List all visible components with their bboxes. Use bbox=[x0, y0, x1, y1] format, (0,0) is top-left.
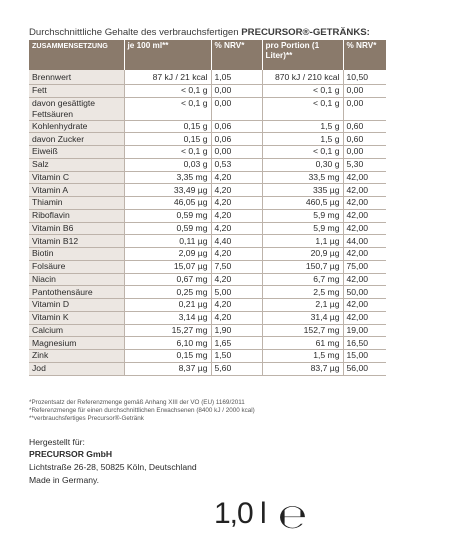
nutrient-name: Niacin bbox=[29, 273, 124, 286]
value-per-100ml: 3,14 µg bbox=[124, 311, 211, 324]
nrv-per-portion: 42,00 bbox=[343, 197, 386, 210]
value-per-portion: 1,5 mg bbox=[262, 350, 343, 363]
header-nrv-100ml: % NRV* bbox=[211, 40, 262, 70]
nutrient-name: Vitamin K bbox=[29, 311, 124, 324]
nutrient-name: Vitamin D bbox=[29, 299, 124, 312]
nrv-per-portion: 42,00 bbox=[343, 209, 386, 222]
nrv-per-portion: 44,00 bbox=[343, 235, 386, 248]
value-per-portion: 83,7 µg bbox=[262, 362, 343, 375]
value-per-portion: 335 µg bbox=[262, 184, 343, 197]
table-row bbox=[29, 260, 386, 273]
manufacturer-company: PRECURSOR GmbH bbox=[29, 449, 113, 459]
value-per-100ml: 6,10 mg bbox=[124, 337, 211, 350]
nrv-per-100ml: 0,00 bbox=[211, 97, 262, 120]
header-per-portion: pro Portion (1 Liter)** bbox=[262, 40, 343, 70]
header-nrv-portion: % NRV* bbox=[343, 40, 386, 70]
value-per-100ml: 0,59 mg bbox=[124, 222, 211, 235]
table-row bbox=[29, 286, 386, 299]
nrv-per-100ml: 4,20 bbox=[211, 311, 262, 324]
nrv-per-portion: 19,00 bbox=[343, 324, 386, 337]
nutrient-name: Brennwert bbox=[29, 70, 124, 84]
nrv-per-portion: 42,00 bbox=[343, 311, 386, 324]
nrv-per-portion: 0,00 bbox=[343, 146, 386, 159]
nrv-per-portion: 0,00 bbox=[343, 84, 386, 97]
table-row bbox=[29, 222, 386, 235]
nrv-per-100ml: 4,20 bbox=[211, 184, 262, 197]
value-per-portion: 20,9 µg bbox=[262, 248, 343, 261]
nrv-per-portion: 0,60 bbox=[343, 133, 386, 146]
nutrient-name: Zink bbox=[29, 350, 124, 363]
nutrient-name: Vitamin C bbox=[29, 171, 124, 184]
header-per-100ml: je 100 ml** bbox=[124, 40, 211, 70]
value-per-100ml: 15,07 µg bbox=[124, 260, 211, 273]
value-per-100ml: 87 kJ / 21 kcal bbox=[124, 70, 211, 84]
value-per-100ml: 0,15 g bbox=[124, 120, 211, 133]
table-row bbox=[29, 197, 386, 210]
nutrient-name: Riboflavin bbox=[29, 209, 124, 222]
nutrient-name: Biotin bbox=[29, 248, 124, 261]
manufacturer-origin: Made in Germany. bbox=[29, 475, 100, 485]
value-per-portion: 1,1 µg bbox=[262, 235, 343, 248]
value-per-100ml: 33,49 µg bbox=[124, 184, 211, 197]
nutrient-name: davon Zucker bbox=[29, 133, 124, 146]
value-per-100ml: 0,15 g bbox=[124, 133, 211, 146]
nrv-per-100ml: 1,65 bbox=[211, 337, 262, 350]
table-row bbox=[29, 120, 386, 133]
nrv-per-portion: 50,00 bbox=[343, 286, 386, 299]
footnote-ready-to-drink: **verbrauchsfertiges Precursor®-Getränk bbox=[29, 415, 144, 422]
nrv-per-100ml: 4,20 bbox=[211, 299, 262, 312]
nrv-per-portion: 0,00 bbox=[343, 97, 386, 120]
nrv-per-portion: 56,00 bbox=[343, 362, 386, 375]
nrv-per-portion: 0,60 bbox=[343, 120, 386, 133]
nrv-per-100ml: 7,50 bbox=[211, 260, 262, 273]
nutrient-name: Fett bbox=[29, 84, 124, 97]
nrv-per-100ml: 4,40 bbox=[211, 235, 262, 248]
value-per-100ml: 0,25 mg bbox=[124, 286, 211, 299]
table-row bbox=[29, 248, 386, 261]
table-row bbox=[29, 299, 386, 312]
nrv-per-100ml: 0,06 bbox=[211, 120, 262, 133]
table-row bbox=[29, 311, 386, 324]
value-per-portion: 2,5 mg bbox=[262, 286, 343, 299]
table-header-row bbox=[29, 40, 386, 70]
table-row bbox=[29, 158, 386, 171]
value-per-100ml: 0,03 g bbox=[124, 158, 211, 171]
table-row bbox=[29, 362, 386, 375]
nrv-per-portion: 42,00 bbox=[343, 222, 386, 235]
nrv-per-100ml: 1,50 bbox=[211, 350, 262, 363]
value-per-100ml: 0,15 mg bbox=[124, 350, 211, 363]
nrv-per-100ml: 4,20 bbox=[211, 197, 262, 210]
table-row bbox=[29, 324, 386, 337]
nrv-per-portion: 42,00 bbox=[343, 299, 386, 312]
value-per-portion: 61 mg bbox=[262, 337, 343, 350]
value-per-100ml: < 0,1 g bbox=[124, 146, 211, 159]
nrv-per-100ml: 1,90 bbox=[211, 324, 262, 337]
nutrition-table bbox=[29, 40, 386, 376]
nrv-per-100ml: 1,05 bbox=[211, 70, 262, 84]
value-per-portion: 31,4 µg bbox=[262, 311, 343, 324]
value-per-portion: 33,5 mg bbox=[262, 171, 343, 184]
header-composition: ZUSAMMENSETZUNG bbox=[29, 40, 124, 70]
value-per-portion: 460,5 µg bbox=[262, 197, 343, 210]
nrv-per-portion: 42,00 bbox=[343, 171, 386, 184]
nrv-per-portion: 10,50 bbox=[343, 70, 386, 84]
value-per-portion: 152,7 mg bbox=[262, 324, 343, 337]
table-row bbox=[29, 184, 386, 197]
table-row bbox=[29, 97, 386, 120]
value-per-portion: < 0,1 g bbox=[262, 84, 343, 97]
value-per-portion: 5,9 mg bbox=[262, 209, 343, 222]
table-row bbox=[29, 146, 386, 159]
value-per-100ml: 0,11 µg bbox=[124, 235, 211, 248]
value-per-100ml: 2,09 µg bbox=[124, 248, 211, 261]
value-per-portion: 6,7 mg bbox=[262, 273, 343, 286]
nrv-per-100ml: 0,06 bbox=[211, 133, 262, 146]
manufacturer-address: Lichtstraße 26-28, 50825 Köln, Deutschland bbox=[29, 462, 197, 472]
nrv-per-100ml: 0,00 bbox=[211, 146, 262, 159]
nrv-per-portion: 15,00 bbox=[343, 350, 386, 363]
table-row bbox=[29, 171, 386, 184]
footnote-reference: *Referenzmenge für einen durchschnittlichen Erwachsenen (8400 kJ / 2000 kcal) bbox=[29, 407, 255, 414]
value-per-portion: 150,7 µg bbox=[262, 260, 343, 273]
value-per-portion: 0,30 g bbox=[262, 158, 343, 171]
value-per-portion: 1,5 g bbox=[262, 120, 343, 133]
value-per-100ml: 46,05 µg bbox=[124, 197, 211, 210]
nrv-per-100ml: 4,20 bbox=[211, 273, 262, 286]
value-per-portion: 870 kJ / 210 kcal bbox=[262, 70, 343, 84]
nrv-per-portion: 5,30 bbox=[343, 158, 386, 171]
value-per-portion: < 0,1 g bbox=[262, 97, 343, 120]
nrv-per-portion: 42,00 bbox=[343, 184, 386, 197]
nutrient-name: Jod bbox=[29, 362, 124, 375]
table-row bbox=[29, 273, 386, 286]
nrv-per-100ml: 0,00 bbox=[211, 84, 262, 97]
nutrient-name: davon gesättigte Fettsäuren bbox=[29, 97, 124, 120]
nrv-per-portion: 16,50 bbox=[343, 337, 386, 350]
value-per-100ml: < 0,1 g bbox=[124, 84, 211, 97]
table-heading: Durchschnittliche Gehalte des verbrauchsfertigen PRECURSOR®-GETRÄNKS: bbox=[29, 27, 370, 38]
table-row bbox=[29, 133, 386, 146]
nrv-per-100ml: 5,00 bbox=[211, 286, 262, 299]
nutrient-name: Vitamin B12 bbox=[29, 235, 124, 248]
nutrient-name: Pantothensäure bbox=[29, 286, 124, 299]
nrv-per-portion: 75,00 bbox=[343, 260, 386, 273]
value-per-100ml: 0,67 mg bbox=[124, 273, 211, 286]
value-per-100ml: 3,35 mg bbox=[124, 171, 211, 184]
table-row bbox=[29, 70, 386, 84]
volume-label: 1,0 l bbox=[214, 497, 266, 530]
value-per-100ml: < 0,1 g bbox=[124, 97, 211, 120]
value-per-portion: 1,5 g bbox=[262, 133, 343, 146]
nrv-per-100ml: 4,20 bbox=[211, 209, 262, 222]
nrv-per-100ml: 4,20 bbox=[211, 248, 262, 261]
table-row bbox=[29, 235, 386, 248]
nrv-per-portion: 42,00 bbox=[343, 248, 386, 261]
value-per-portion: 2,1 µg bbox=[262, 299, 343, 312]
nutrient-name: Kohlenhydrate bbox=[29, 120, 124, 133]
value-per-100ml: 8,37 µg bbox=[124, 362, 211, 375]
nutrient-name: Calcium bbox=[29, 324, 124, 337]
table-row bbox=[29, 350, 386, 363]
nutrient-name: Vitamin B6 bbox=[29, 222, 124, 235]
value-per-portion: < 0,1 g bbox=[262, 146, 343, 159]
nrv-per-100ml: 5,60 bbox=[211, 362, 262, 375]
value-per-100ml: 0,59 mg bbox=[124, 209, 211, 222]
nrv-per-portion: 42,00 bbox=[343, 273, 386, 286]
value-per-100ml: 15,27 mg bbox=[124, 324, 211, 337]
nutrient-name: Salz bbox=[29, 158, 124, 171]
footnote-nrv: *Prozentsatz der Referenzmenge gemäß Anhang XIII der VO (EU) 1169/2011 bbox=[29, 399, 245, 406]
value-per-portion: 5,9 mg bbox=[262, 222, 343, 235]
nutrient-name: Thiamin bbox=[29, 197, 124, 210]
nutrient-name: Folsäure bbox=[29, 260, 124, 273]
nrv-per-100ml: 0,53 bbox=[211, 158, 262, 171]
value-per-100ml: 0,21 µg bbox=[124, 299, 211, 312]
nutrient-name: Magnesium bbox=[29, 337, 124, 350]
nutrient-name: Vitamin A bbox=[29, 184, 124, 197]
table-row bbox=[29, 84, 386, 97]
nrv-per-100ml: 4,20 bbox=[211, 222, 262, 235]
manufacturer-label: Hergestellt für: bbox=[29, 437, 85, 447]
nrv-per-100ml: 4,20 bbox=[211, 171, 262, 184]
nutrient-name: Eiweiß bbox=[29, 146, 124, 159]
estimated-sign-icon: ℮ bbox=[278, 497, 308, 537]
table-row bbox=[29, 209, 386, 222]
table-row bbox=[29, 337, 386, 350]
